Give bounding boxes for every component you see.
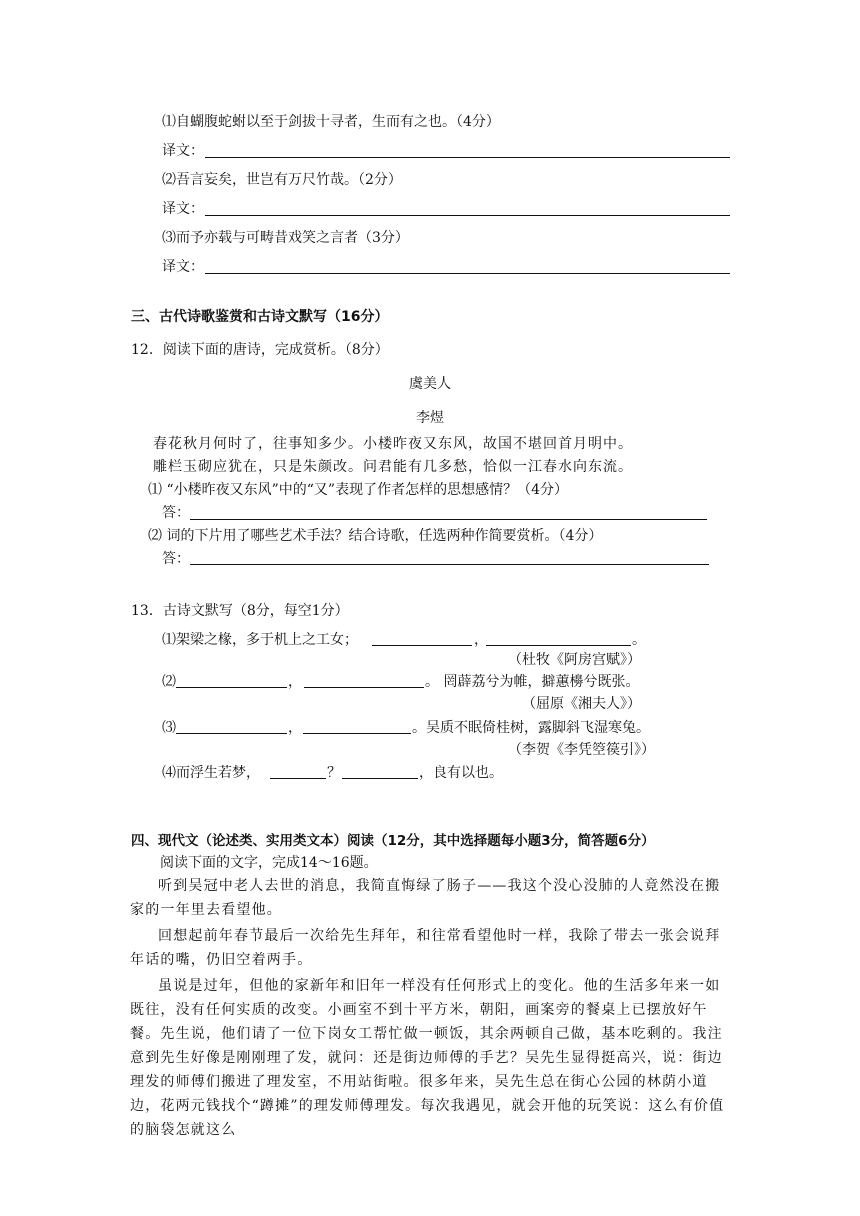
q13-item-3-prefix: ⑶ [162, 720, 176, 736]
q13-item-4-text: ，良有以也。 [419, 765, 503, 781]
fill-blank[interactable] [176, 687, 287, 688]
q13-item-1-prefix: ⑴架梁之椽，多于机上之工女； [162, 632, 358, 648]
answer-label-1: 答： [162, 505, 190, 521]
answer-line[interactable] [205, 273, 730, 274]
q13-item-3-source: （李贺《李凭箜篌引》） [508, 742, 655, 758]
poem-line-1: 春花秋月何时了，往事知多少。小楼昨夜又东风，故国不堪回首月明中。 [153, 436, 633, 452]
q12-subquestion-1: ⑴ “小楼昨夜又东风”中的“又”表现了作者怎样的思想感情？（4分） [148, 482, 568, 498]
fill-blank[interactable] [270, 778, 326, 779]
q13-prompt: 13．古诗文默写（8分，每空1分） [131, 603, 349, 619]
answer-label-2: 答： [162, 551, 190, 567]
q13-item-2-prefix: ⑵ [162, 674, 176, 690]
section-3-heading: 三、古代诗歌鉴赏和古诗文默写（16分） [131, 309, 389, 325]
q13-item-2-source: （屈原《湘夫人》） [522, 696, 641, 712]
translation-label-1: 译文： [162, 143, 204, 159]
passage-paragraph: 听到吴冠中老人去世的消息，我简直悔绿了肠子——我这个没心没肺的人竟然没在搬家的一年里去看望他。 [130, 878, 721, 918]
translation-label-2: 译文： [162, 201, 204, 217]
comma: ， [474, 632, 488, 648]
passage-paragraph: 回想起前年春节最后一次给先生拜年，和往常看望他时一样，我除了带去一张会说拜年话的嘴，仍旧空着两手。 [130, 928, 721, 968]
comma: ， [288, 674, 302, 690]
comma: ， [288, 720, 302, 736]
q11-item-3: ⑶而予亦载与可畴昔戏笑之言者（3分） [162, 230, 409, 246]
q13-item-2-text: 。 罔薜荔兮为帷，擗蕙櫋兮既张。 [425, 674, 640, 690]
answer-line[interactable] [190, 519, 707, 520]
fill-blank[interactable] [303, 733, 411, 734]
reading-instruction: 阅读下面的文字，完成14～16题。 [160, 855, 378, 871]
fill-blank[interactable] [304, 687, 424, 688]
answer-line[interactable] [190, 564, 709, 565]
poem-title: 虞美人 [409, 376, 451, 392]
passage-paragraph: 虽说是过年，但他的家新年和旧年一样没有任何形式上的变化。他的生活多年来一如既往，没有任何实质的改变。小画室不到十平方米，朝阳，画案旁的餐桌上已摆放好午餐。先生说，他们请了一位下岗女工帮忙做一顿饭，其余两顿自己做，基本吃剩的。我注意到先生好像是刚刚理了发，就问：还是街边师傅的手艺？吴先生显得挺高兴，说：街边理发的师傅们搬进了理发室，不用站街啦。很多年来，吴先生总在街心公园的林荫小道边，花两元钱找个“蹲摊”的理发师傅理发。每次我遇见，就会开他的玩笑说：这么有价值的脑袋怎就这么 [130, 978, 725, 1138]
reading-passage [130, 874, 730, 1142]
fill-blank[interactable] [372, 645, 472, 646]
fill-blank[interactable] [342, 778, 418, 779]
question-mark: ？ [327, 765, 341, 781]
fill-blank[interactable] [486, 645, 631, 646]
answer-line[interactable] [205, 215, 730, 216]
poem-line-2: 雕栏玉砌应犹在，只是朱颜改。问君能有几多愁，恰似一江春水向东流。 [153, 459, 633, 475]
answer-line[interactable] [205, 157, 730, 158]
q11-item-1: ⑴自蝴腹蛇蚹以至于剑拔十寻者，生而有之也。（4分） [162, 114, 500, 130]
q13-item-4-prefix: ⑷而浮生若梦， [162, 765, 260, 781]
q12-subquestion-2: ⑵ 词的下片用了哪些艺术手法？结合诗歌，任选两种作简要赏析。（4分） [148, 528, 603, 544]
period: 。 [632, 632, 646, 648]
translation-label-3: 译文： [162, 259, 204, 275]
section-4-heading: 四、现代文（论述类、实用类文本）阅读（12分，其中选择题每小题3分，简答题6分） [131, 833, 655, 849]
q12-prompt: 12．阅读下面的唐诗，完成赏析。（8分） [131, 342, 389, 358]
poem-author: 李煜 [416, 410, 444, 426]
q11-item-2: ⑵吾言妄矣，世岂有万尺竹哉。（2分） [162, 172, 402, 188]
q13-item-1-source: （杜牧《阿房宫赋》） [508, 652, 641, 668]
q13-item-3-text: 。吴质不眠倚桂树，露脚斜飞湿寒兔。 [412, 720, 650, 736]
fill-blank[interactable] [176, 733, 287, 734]
